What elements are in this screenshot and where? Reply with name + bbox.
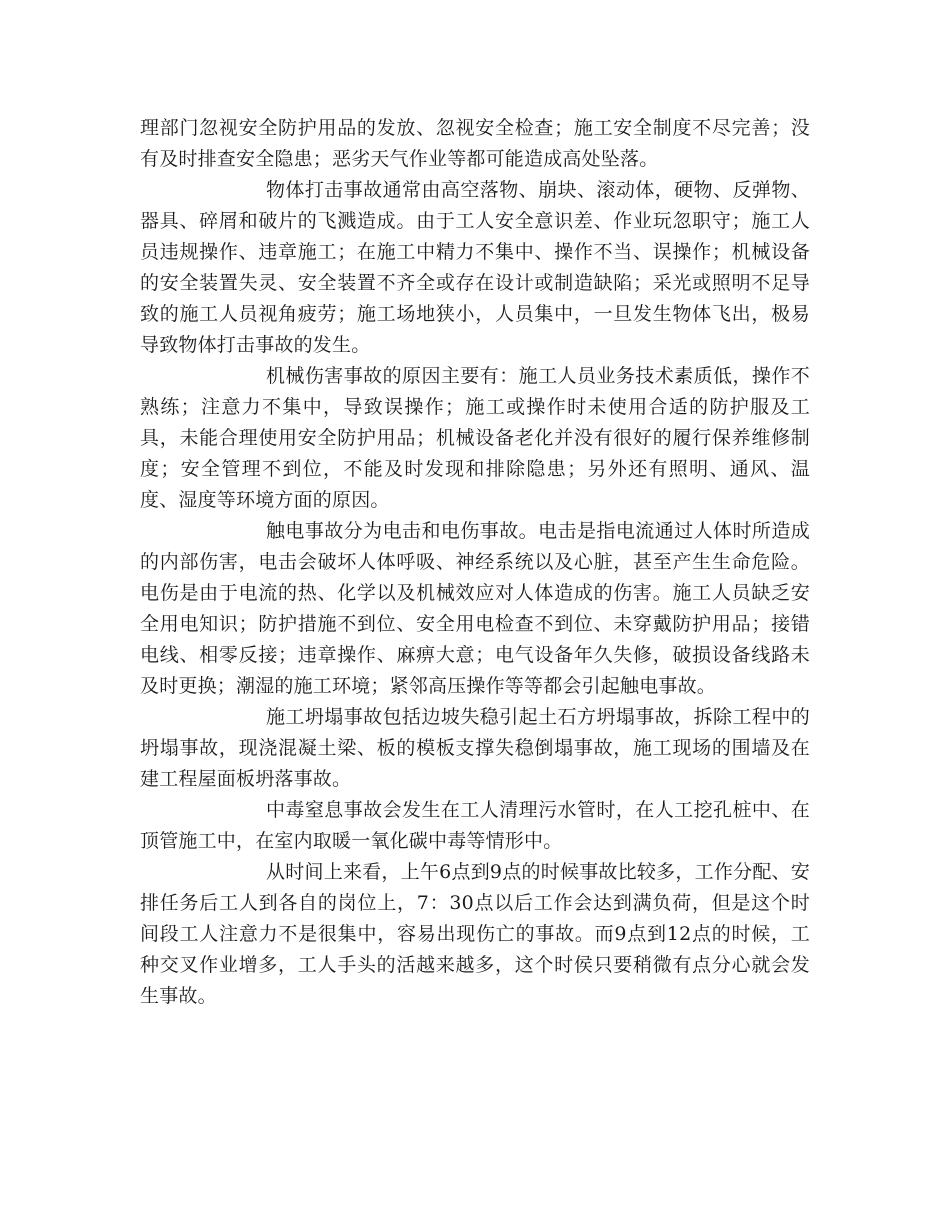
paragraph-poisoning: 中毒窒息事故会发生在工人清理污水管时，在人工挖孔桩中、在顶管施工中，在室内取暖一氧化碳中毒等情形中。	[140, 799, 810, 852]
paragraph-time-analysis: 从时间上来看，上午6点到9点的时候事故比较多，工作分配、安排任务后工人到各自的岗位上，7：30点以后工作会达到满负荷，但是这个时间段工人注意力不是很集中，容易出现伤亡的事故。而9点到12点的时候，工种交叉作业增多，工人手头的活越来越多，这个时侯只要稍微有点分心就会发生事故。	[140, 861, 810, 1007]
paragraph-mechanical-injury: 机械伤害事故的原因主要有：施工人员业务技术素质低，操作不熟练；注意力不集中，导致误操作；施工或操作时未使用合适的防护服及工具，未能合理使用安全防护用品；机械设备老化并没有很好的履行保养维修制度；安全管理不到位，不能及时发现和排除隐患；另外还有照明、通风、温度、湿度等环境方面的原因。	[140, 365, 810, 511]
paragraph-electric-shock: 触电事故分为电击和电伤事故。电击是指电流通过人体时所造成的内部伤害，电击会破坏人体呼吸、神经系统以及心脏，甚至产生生命危险。电伤是由于电流的热、化学以及机械效应对人体造成的伤害。施工人员缺乏安全用电知识；防护措施不到位、安全用电检查不到位、未穿戴防护用品；接错电线、相零反接；违章操作、麻痹大意；电气设备年久失修，破损设备线路未及时更换；潮湿的施工环境；紧邻高压操作等等都会引起触电事故。	[140, 520, 810, 697]
document-body	[140, 113, 810, 1012]
paragraph-object-strike: 物体打击事故通常由高空落物、崩块、滚动体，硬物、反弹物、器具、碎屑和破片的飞溅造成。由于工人安全意识差、作业玩忽职守；施工人员违规操作、违章施工；在施工中精力不集中、操作不当、误操作；机械设备的安全装置失灵、安全装置不齐全或存在设计或制造缺陷；采光或照明不足导致的施工人员视角疲劳；施工场地狭小，人员集中，一旦发生物体飞出，极易导致物体打击事故的发生。	[140, 179, 810, 356]
paragraph-collapse: 施工坍塌事故包括边坡失稳引起土石方坍塌事故，拆除工程中的坍塌事故，现浇混凝土梁、板的模板支撑失稳倒塌事故，施工现场的围墙及在建工程屋面板坍落事故。	[140, 706, 810, 790]
paragraph-continuation: 理部门忽视安全防护用品的发放、忽视安全检查；施工安全制度不尽完善；没有及时排查安全隐患；恶劣天气作业等都可能造成高处坠落。	[140, 117, 810, 170]
